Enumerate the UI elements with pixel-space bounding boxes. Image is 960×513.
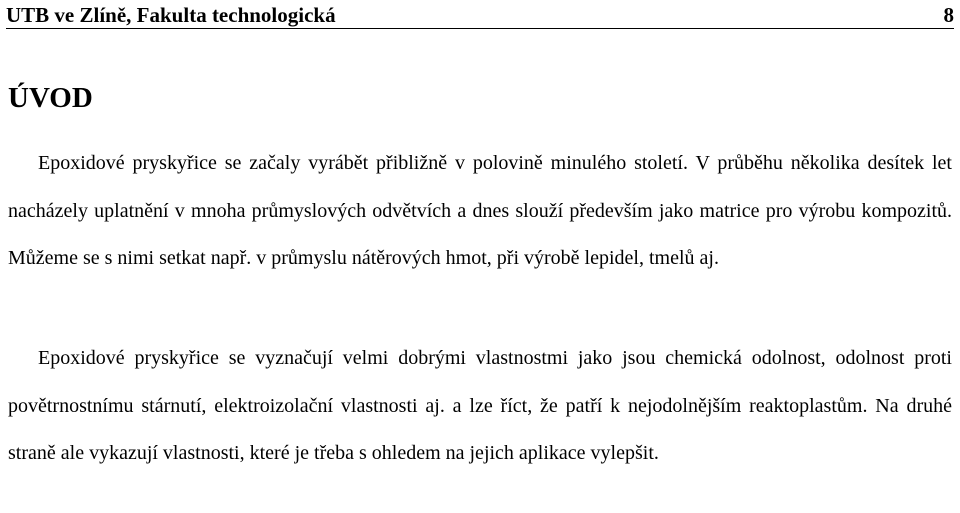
- header-institution: UTB ve Zlíně, Fakulta technologická: [6, 3, 336, 27]
- page-header: [6, 2, 954, 29]
- section-title: ÚVOD: [8, 82, 93, 114]
- paragraph-properties: Epoxidové pryskyřice se vyznačují velmi dobrými vlastnostmi jako jsou chemická odolnost, odolnost proti povětrnostnímu stárnutí, elektroizolační vlastnosti aj. a lze říct, že patří k nejodolnějším reaktoplastům. Na druhé straně ale vykazují vlastnosti, které je třeba s ohledem na jejich aplikace vylepšit.: [8, 347, 952, 464]
- header-page-number: 8: [943, 3, 954, 27]
- paragraph-intro: Epoxidové pryskyřice se začaly vyrábět přibližně v polovině minulého století. V průběhu několika desítek let nacházely uplatnění v mnoha průmyslových odvětvích a dnes slouží především jako matrice pro výrobu kompozitů. Můžeme se s nimi setkat např. v průmyslu nátěrových hmot, při výrobě lepidel, tmelů aj.: [8, 152, 952, 269]
